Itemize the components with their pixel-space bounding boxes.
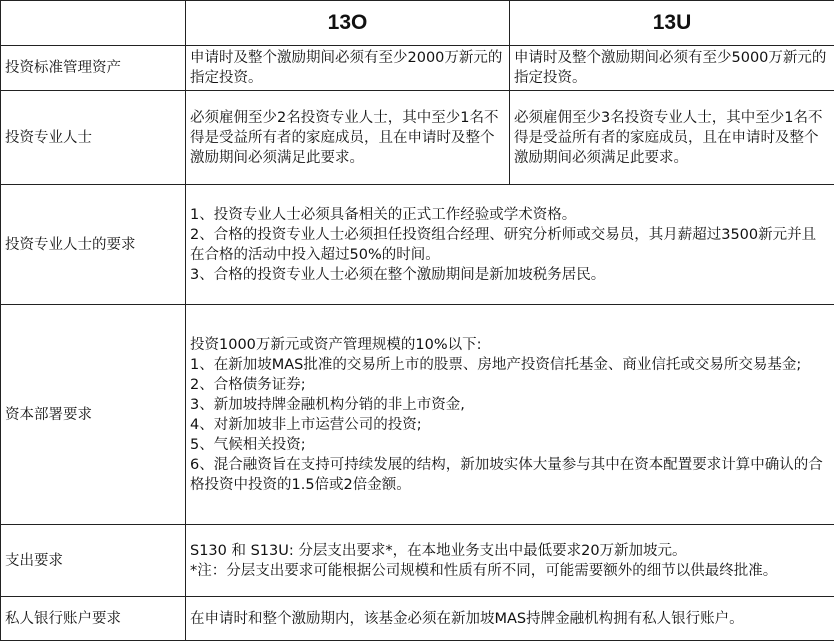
table-row-capital (1, 305, 834, 525)
capital-item-3: 3、新加坡持牌金融机构分销的非上市资金, (190, 395, 830, 415)
capital-item-5: 5、气候相关投资; (190, 435, 830, 455)
capital-item-4: 4、对新加坡非上市运营公司的投资; (190, 415, 830, 435)
row-label-aum: 投资标准管理资产 (1, 46, 186, 91)
table-row-spending (1, 525, 834, 597)
capital-item-6: 6、混合融资旨在支持可持续发展的结构，新加坡实体大量参与其中在资本配置要求计算中确认的合格投资中投资的1.5倍或2倍金额。 (190, 455, 830, 495)
professionals-13u: 必须雇佣至少3名投资专业人士，其中至少1名不得是受益所有者的家庭成员，且在申请时及整个激励期间必须满足此要求。 (510, 91, 834, 185)
row-label-professionals: 投资专业人士 (1, 91, 186, 185)
column-header-13o: 13O (186, 1, 510, 46)
prof-requirements-content (186, 185, 834, 305)
corner-cell (1, 1, 186, 46)
table-row-aum (1, 46, 834, 91)
row-label-private-bank: 私人银行账户要求 (1, 597, 186, 641)
capital-intro: 投资1000万新元或资产管理规模的10%以下: (190, 335, 830, 355)
table-row-prof-requirements (1, 185, 834, 305)
capital-content (186, 305, 834, 525)
capital-item-2: 2、合格债务证券; (190, 375, 830, 395)
prof-requirement-3: 3、合格的投资专业人士必须在整个激励期间是新加坡税务居民。 (190, 265, 830, 285)
prof-requirement-2: 2、合格的投资专业人士必须担任投资组合经理、研究分析师或交易员，其月薪超过3500新元并且在合格的活动中投入超过50%的时间。 (190, 225, 830, 265)
professionals-13o: 必须雇佣至少2名投资专业人士，其中至少1名不得是受益所有者的家庭成员，且在申请时及整个激励期间必须满足此要求。 (186, 91, 510, 185)
aum-13u: 申请时及整个激励期间必须有至少5000万新元的指定投资。 (510, 46, 834, 91)
row-label-spending: 支出要求 (1, 525, 186, 597)
aum-13o: 申请时及整个激励期间必须有至少2000万新元的指定投资。 (186, 46, 510, 91)
capital-item-1: 1、在新加坡MAS批准的交易所上市的股票、房地产投资信托基金、商业信托或交易所交易基金; (190, 355, 830, 375)
spending-content (186, 525, 834, 597)
private-bank-content: 在申请时和整个激励期内，该基金必须在新加坡MAS持牌金融机构拥有私人银行账户。 (186, 597, 834, 641)
row-label-prof-requirements: 投资专业人士的要求 (1, 185, 186, 305)
table-row-professionals (1, 91, 834, 185)
prof-requirement-1: 1、投资专业人士必须具备相关的正式工作经验或学术资格。 (190, 205, 830, 225)
header-row (1, 1, 834, 46)
column-header-13u: 13U (510, 1, 834, 46)
table-row-private-bank (1, 597, 834, 641)
row-label-capital: 资本部署要求 (1, 305, 186, 525)
spending-note: *注：分层支出要求可能根据公司规模和性质有所不同，可能需要额外的细节以供最终批准。 (190, 561, 830, 581)
spending-requirement: S130 和 S13U: 分层支出要求*，在本地业务支出中最低要求20万新加坡元。 (190, 541, 830, 561)
